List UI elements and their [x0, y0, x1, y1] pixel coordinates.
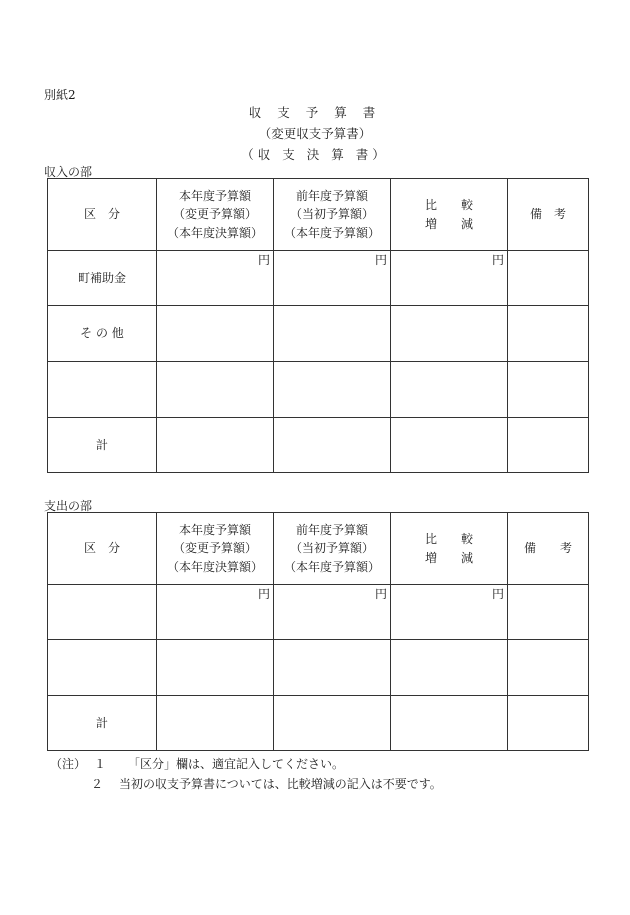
- expense-header-row: [48, 513, 589, 585]
- row-category-total: 計: [48, 418, 157, 473]
- remarks-cell[interactable]: [508, 696, 589, 751]
- document-subtitle-settlement: （収 支 決 算 書）: [241, 147, 389, 162]
- previous-amount-cell[interactable]: [274, 362, 391, 418]
- note-2: [91, 775, 442, 792]
- yen-unit: 円: [491, 253, 504, 267]
- header-category: 区 分: [48, 179, 157, 251]
- header-remarks: 備 考: [508, 513, 589, 585]
- table-row: [48, 251, 589, 306]
- previous-amount-cell[interactable]: [274, 251, 391, 306]
- yen-unit: 円: [374, 253, 387, 267]
- table-row: [48, 362, 589, 418]
- remarks-cell[interactable]: [508, 585, 589, 640]
- note-number: ２: [91, 777, 104, 791]
- yen-unit: 円: [257, 253, 270, 267]
- remarks-cell[interactable]: [508, 640, 589, 696]
- row-category: そ の 他: [48, 306, 157, 362]
- note-text: 当初の収支予算書については、比較増減の記入は不要です。: [119, 777, 442, 791]
- table-row: [48, 585, 589, 640]
- current-amount-cell[interactable]: [157, 306, 274, 362]
- previous-amount-cell[interactable]: [274, 418, 391, 473]
- expense-section-label: 支出の部: [44, 499, 93, 513]
- yen-unit: 円: [374, 587, 387, 601]
- comparison-amount-cell[interactable]: [391, 251, 508, 306]
- current-amount-cell[interactable]: [157, 418, 274, 473]
- previous-amount-cell[interactable]: [274, 585, 391, 640]
- note-text: 「区分」欄は、適宜記入してください。: [128, 757, 345, 771]
- row-category: 町補助金: [48, 251, 157, 306]
- note-1: [50, 755, 344, 772]
- remarks-cell[interactable]: [508, 362, 589, 418]
- table-row-total: [48, 418, 589, 473]
- previous-amount-cell[interactable]: [274, 306, 391, 362]
- comparison-amount-cell[interactable]: [391, 418, 508, 473]
- comparison-amount-cell[interactable]: [391, 306, 508, 362]
- header-comparison: 比 較 増 減: [391, 179, 508, 251]
- income-table: [47, 178, 589, 473]
- yen-unit: 円: [257, 587, 270, 601]
- comparison-amount-cell[interactable]: [391, 585, 508, 640]
- income-header-row: [48, 179, 589, 251]
- expense-table: [47, 512, 589, 751]
- row-category: [48, 362, 157, 418]
- table-row: [48, 640, 589, 696]
- header-category: 区 分: [48, 513, 157, 585]
- remarks-cell[interactable]: [508, 306, 589, 362]
- comparison-amount-cell[interactable]: [391, 640, 508, 696]
- previous-amount-cell[interactable]: [274, 696, 391, 751]
- note-number: １: [94, 757, 107, 771]
- current-amount-cell[interactable]: [157, 696, 274, 751]
- current-amount-cell[interactable]: [157, 640, 274, 696]
- row-category-total: 計: [48, 696, 157, 751]
- document-subtitle-change: （変更収支予算書）: [258, 126, 372, 141]
- header-current-budget: 本年度予算額 （変更予算額） （本年度決算額）: [157, 513, 274, 585]
- header-comparison: 比 較 増 減: [391, 513, 508, 585]
- previous-amount-cell[interactable]: [274, 640, 391, 696]
- income-section-label: 収入の部: [44, 165, 93, 179]
- header-remarks: 備 考: [508, 179, 589, 251]
- remarks-cell[interactable]: [508, 418, 589, 473]
- comparison-amount-cell[interactable]: [391, 362, 508, 418]
- document-number: 別紙2: [44, 88, 76, 102]
- note-prefix: （注）: [50, 757, 87, 771]
- remarks-cell[interactable]: [508, 251, 589, 306]
- header-previous-budget: 前年度予算額 （当初予算額） （本年度予算額）: [274, 513, 391, 585]
- current-amount-cell[interactable]: [157, 251, 274, 306]
- yen-unit: 円: [491, 587, 504, 601]
- comparison-amount-cell[interactable]: [391, 696, 508, 751]
- current-amount-cell[interactable]: [157, 585, 274, 640]
- row-category[interactable]: [48, 640, 157, 696]
- current-amount-cell[interactable]: [157, 362, 274, 418]
- header-current-budget: 本年度予算額 （変更予算額） （本年度決算額）: [157, 179, 274, 251]
- row-category[interactable]: [48, 585, 157, 640]
- table-row-total: [48, 696, 589, 751]
- document-title: 収 支 予 算 書: [248, 105, 382, 120]
- table-row: [48, 306, 589, 362]
- header-previous-budget: 前年度予算額 （当初予算額） （本年度予算額）: [274, 179, 391, 251]
